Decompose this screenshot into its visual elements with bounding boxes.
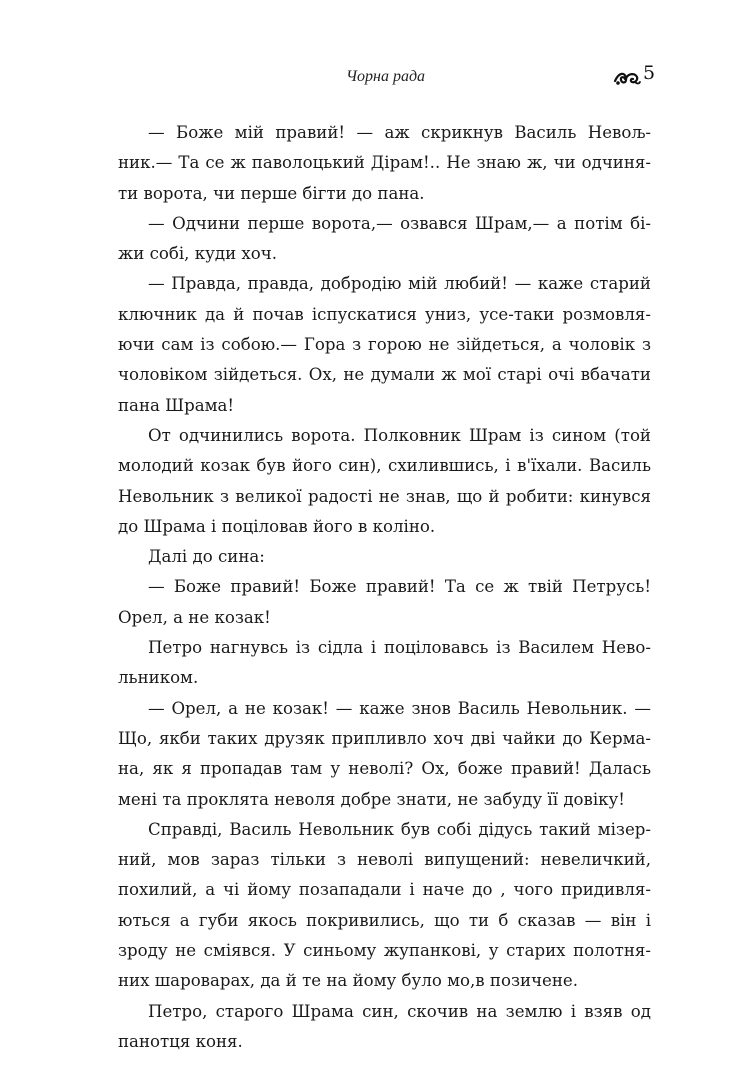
text-line: Петро нагнувсь із сідла і поціловавсь із Василем Нево- [148, 638, 651, 658]
text-line: ключник да й почав іспускатися униз, усе-таки розмовля- [118, 304, 651, 324]
body-text [118, 118, 651, 1057]
text-line: на, як я пропадав там у неволі? Ох, боже правий! Далась [118, 759, 651, 779]
paragraph [118, 815, 651, 997]
text-line: чоловіком зійдеться. Ох, не думали ж мої старі очі вбачати [118, 365, 651, 385]
text-line: них шароварах, да й те на йому було мо,в позичене. [118, 971, 579, 991]
text-line: ний, мов зараз тільки з неволі випущений: невеличкий, [118, 850, 651, 870]
paragraph [118, 209, 651, 270]
running-title: Чорна рада [346, 68, 426, 85]
text-line: до Шрама і поціловав його в коліно. [118, 516, 436, 536]
paragraph [118, 633, 651, 694]
text-line: — Боже мій правий! — аж скрикнув Василь Невољ- [148, 123, 651, 142]
text-line: жи собі, куди хоч. [118, 244, 278, 264]
page-header [0, 62, 750, 92]
paragraph [118, 694, 651, 815]
text-line: ючи сам із собою.— Гора з горою не зійдеться, а чоловік з [118, 335, 651, 355]
text-line: пана Шрама! [118, 395, 235, 415]
page-number: 5 [643, 62, 656, 84]
text-line: молодий козак був його син), схилившись, і в'їхали. Василь [118, 456, 651, 476]
paragraph [118, 118, 651, 209]
text-line: панотця коня. [118, 1031, 243, 1051]
text-line: Невольник з великої радості не знав, що й робити: кинувся [118, 486, 651, 506]
text-line: — Боже правий! Боже правий! Та се ж твій Петрусь! [148, 577, 651, 597]
text-line: ти ворота, чи перше бігти до пана. [118, 183, 425, 203]
text-line: Справді, Василь Невольник був собі дідусь такий мізер- [148, 819, 651, 839]
paragraph [118, 572, 651, 633]
paragraph [118, 269, 651, 420]
text-line: похилий, а чі йому позападали і наче до , чого придивля- [118, 880, 651, 900]
paragraph [118, 542, 651, 572]
text-line: зроду не сміявся. У синьому жупанкові, у старих полотня- [118, 941, 651, 961]
text-line: Далі до сина: [148, 547, 265, 567]
paragraph [118, 421, 651, 542]
text-line: — Правда, правда, добродію мій любий! — каже старий [148, 274, 651, 294]
text-line: ник.— Та се ж паволоцький Дірам!.. Не знаю ж, чи одчиня- [118, 153, 651, 173]
text-line: — Одчини перше ворота,— озвався Шрам,— а потім бі- [148, 213, 651, 233]
text-line: Петро, старого Шрама син, скочив на землю і взяв од [148, 1001, 651, 1021]
text-line: льником. [118, 668, 199, 688]
fleuron-icon [613, 68, 641, 88]
text-line: ються а губи якось покривились, що ти б сказав — він і [118, 910, 651, 930]
text-line: Що, якби таких друзяк припливло хоч дві чайки до Керма- [118, 728, 651, 748]
text-line: Орел, а не козак! [118, 607, 271, 627]
text-line: мені та проклята неволя добре знати, не забуду її довіку! [118, 789, 625, 809]
text-line: От одчинились ворота. Полковник Шрам із сином (той [148, 425, 651, 445]
text-line: — Орел, а не козак! — каже знов Василь Невольник. — [148, 698, 651, 718]
paragraph [118, 997, 651, 1058]
